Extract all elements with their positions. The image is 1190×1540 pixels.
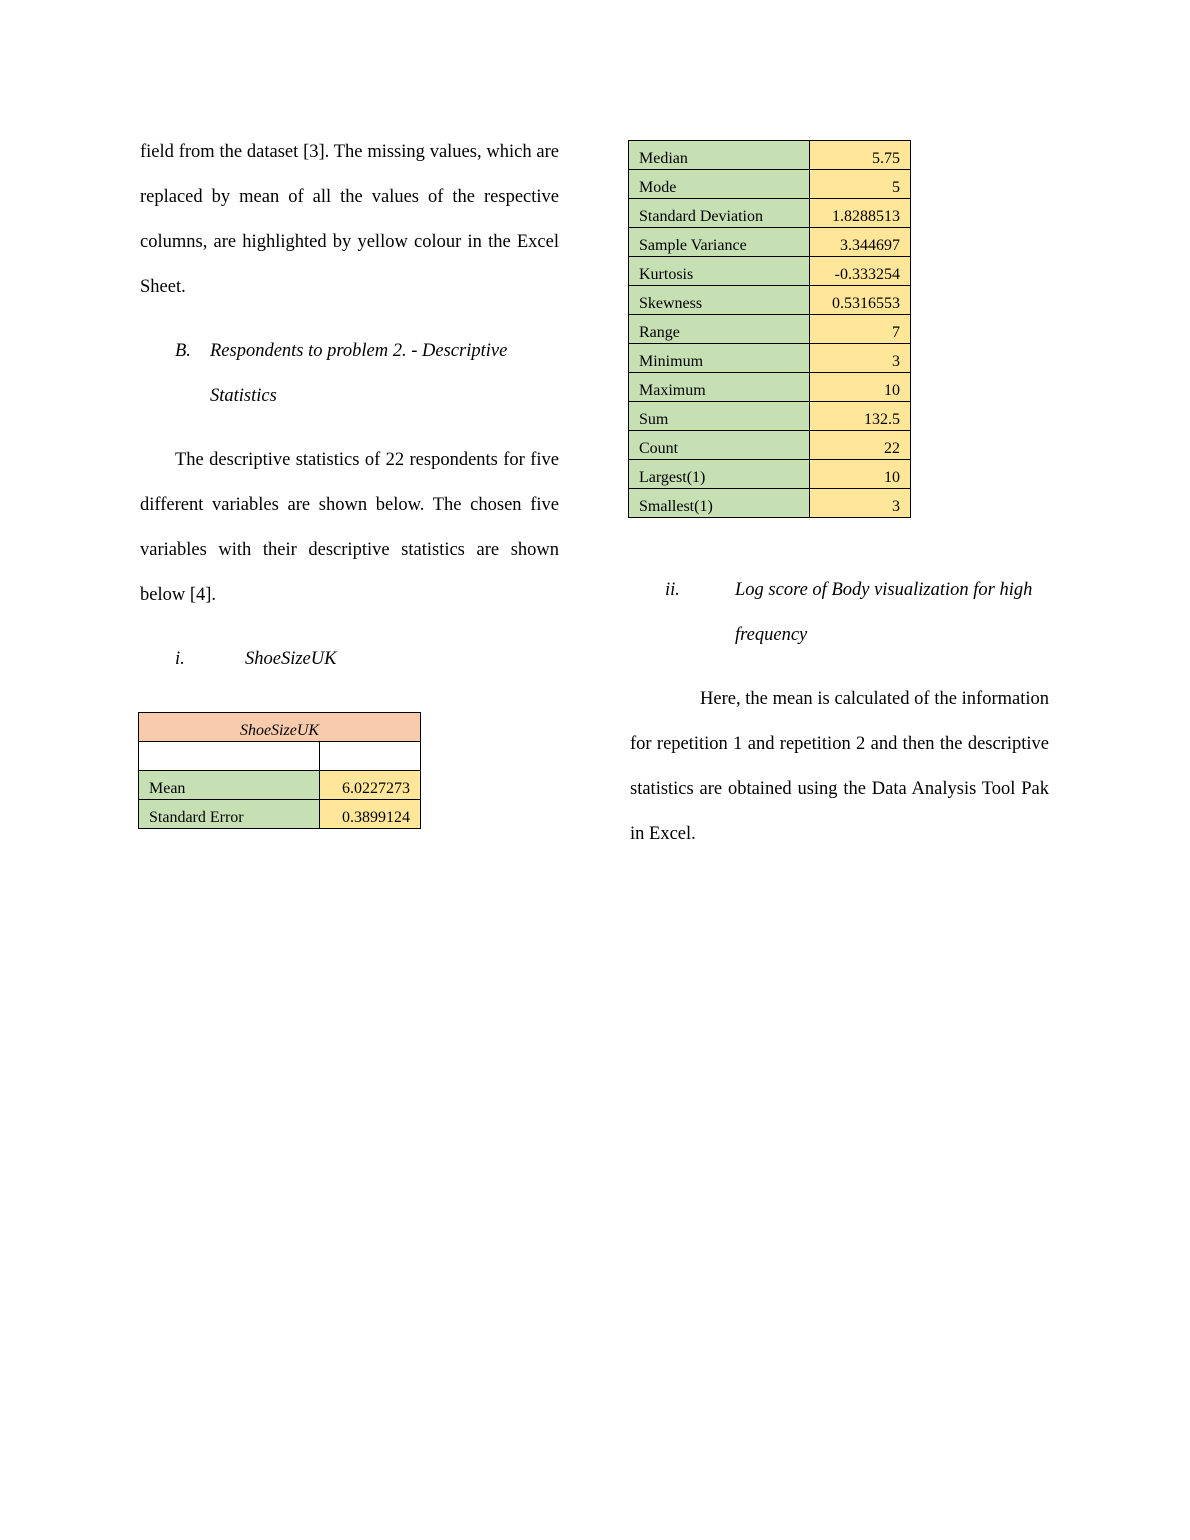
subheading-shoesize [140, 637, 559, 682]
table-label-cell: Maximum [629, 373, 810, 402]
table-row [629, 460, 911, 489]
table-label-cell: Sample Variance [629, 228, 810, 257]
table-cell [320, 742, 421, 771]
table-row [629, 228, 911, 257]
subheading-marker: i. [175, 649, 185, 669]
subheading-log-score [630, 568, 1049, 658]
table-label-cell: Mode [629, 170, 810, 199]
table-blank-row [139, 742, 421, 771]
table-value-cell: 10 [810, 460, 911, 489]
section-title: Respondents to problem 2. - Descriptive Statistics [210, 341, 508, 406]
subheading-title: ShoeSizeUK [245, 649, 337, 669]
table-value-cell: 6.0227273 [320, 771, 421, 800]
table-row [629, 257, 911, 286]
right-column [630, 130, 1049, 857]
table-value-cell: 10 [810, 373, 911, 402]
descriptive-stats-table [628, 140, 911, 518]
table-label-cell: Skewness [629, 286, 810, 315]
paragraph-descriptive-intro: The descriptive statistics of 22 respondents for five different variables are shown below. The chosen five variables with their descriptive statistics are shown below [4]. [140, 450, 559, 605]
table-row [629, 286, 911, 315]
table-row [629, 489, 911, 518]
paragraph-missing-values: field from the dataset [3]. The missing values, which are replaced by mean of all the values of the respective columns, are highlighted by yellow colour in the Excel Sheet. [140, 142, 559, 297]
table-label-cell: Smallest(1) [629, 489, 810, 518]
table-value-cell: 3.344697 [810, 228, 911, 257]
left-column [140, 130, 559, 829]
table-row [629, 373, 911, 402]
table-row [139, 771, 421, 800]
table-label-cell: Count [629, 431, 810, 460]
table-label-cell: Median [629, 141, 810, 170]
table-row [629, 199, 911, 228]
table-value-cell: -0.333254 [810, 257, 911, 286]
table-row [629, 344, 911, 373]
table-row [629, 170, 911, 199]
table-value-cell: 3 [810, 344, 911, 373]
table-row [629, 431, 911, 460]
table-value-cell: 132.5 [810, 402, 911, 431]
table-label-cell: Largest(1) [629, 460, 810, 489]
table-label-cell: Minimum [629, 344, 810, 373]
table-value-cell: 22 [810, 431, 911, 460]
paragraph-log-score-method: Here, the mean is calculated of the information for repetition 1 and repetition 2 and then the descriptive statistics are obtained using the Data Analysis Tool Pak in Excel. [630, 689, 1049, 844]
table-value-cell: 0.5316553 [810, 286, 911, 315]
table-row [139, 800, 421, 829]
subheading-title: Log score of Body visualization for high frequency [735, 580, 1033, 645]
section-heading-b [140, 329, 559, 419]
table-cell [139, 742, 320, 771]
table-value-cell: 5 [810, 170, 911, 199]
table-row [629, 315, 911, 344]
table-label-cell: Standard Error [139, 800, 320, 829]
shoesize-table [138, 712, 421, 829]
table-label-cell: Kurtosis [629, 257, 810, 286]
subheading-marker: ii. [665, 580, 680, 600]
table-value-cell: 5.75 [810, 141, 911, 170]
table-label-cell: Range [629, 315, 810, 344]
table-label-cell: Sum [629, 402, 810, 431]
table-row [629, 402, 911, 431]
table-value-cell: 7 [810, 315, 911, 344]
table-header-row [139, 713, 421, 742]
table-title-cell: ShoeSizeUK [139, 713, 421, 742]
table-value-cell: 0.3899124 [320, 800, 421, 829]
table-value-cell: 1.8288513 [810, 199, 911, 228]
table-label-cell: Mean [139, 771, 320, 800]
table-row [629, 141, 911, 170]
table-label-cell: Standard Deviation [629, 199, 810, 228]
table-value-cell: 3 [810, 489, 911, 518]
section-marker: B. [175, 341, 191, 361]
